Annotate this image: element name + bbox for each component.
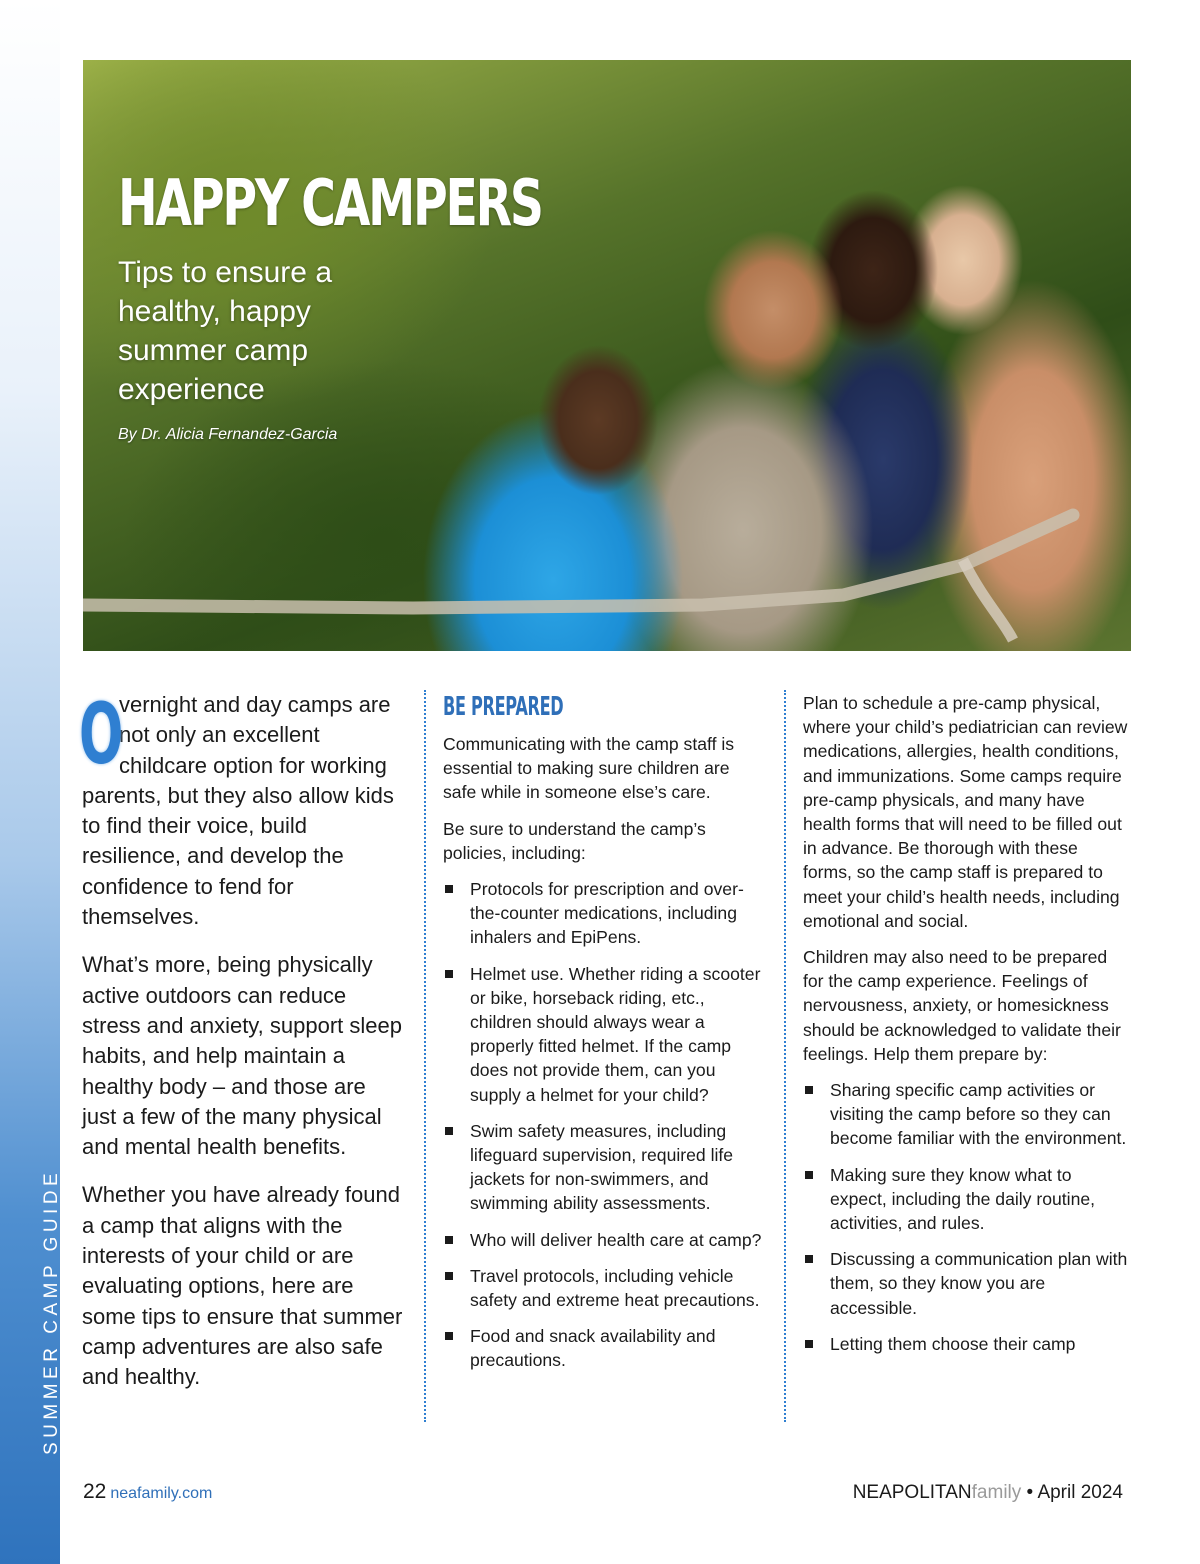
list-item: Protocols for prescription and over-the-counter medications, including inhalers and EpiPens. <box>443 877 765 950</box>
column-physical <box>803 691 1128 1368</box>
paragraph-tips: Whether you have already found a camp that aligns with the interests of your child or are evaluating options, here are some tips to ensure that summer camp adventures are also safe and healthy. <box>82 1182 403 1390</box>
list-item: Travel protocols, including vehicle safety and extreme heat precautions. <box>443 1264 765 1312</box>
bullet-icon <box>445 1127 453 1135</box>
brand-suffix: family <box>971 1482 1022 1503</box>
page-number: 22 <box>83 1480 107 1503</box>
article-subtitle: Tips to ensure a healthy, happy summer camp experience <box>118 256 332 406</box>
bullet-icon <box>805 1255 813 1263</box>
article-title: HAPPY CAMPERS <box>118 167 542 241</box>
section-heading: BE PREPARED <box>443 692 564 722</box>
list-item: Making sure they know what to expect, including the daily routine, activities, and rules. <box>803 1163 1128 1236</box>
paragraph: Plan to schedule a pre-camp physical, where your child’s pediatrician can review medications, allergies, health conditions, and immunizations. Some camps require pre-camp physicals, and many have health forms that will need to be filled out in advance. Be thorough with these forms, so the camp staff is prepared to meet your child’s health needs, including emotional and social. <box>803 693 1128 931</box>
intro-paragraph <box>79 685 404 932</box>
list-item: Sharing specific camp activities or visiting the camp before so they can become familiar with the environment. <box>803 1078 1128 1151</box>
bullet-icon <box>445 1236 453 1244</box>
list-item: Discussing a communication plan with them, so they know you are accessible. <box>803 1247 1128 1320</box>
page-footer-left <box>83 1480 212 1504</box>
policy-list <box>443 877 765 1373</box>
bullet-icon <box>805 1340 813 1348</box>
column-divider <box>784 690 786 1422</box>
paragraph-benefits: What’s more, being physically active outdoors can reduce stress and anxiety, support sleep habits, and help maintain a healthy body – and those are just a few of the many physical and mental health benefits. <box>82 952 402 1160</box>
bullet-icon <box>805 1086 813 1094</box>
bullet-icon <box>445 1272 453 1280</box>
issue-date: • April 2024 <box>1021 1482 1123 1503</box>
intro-paragraph-text: vernight and day camps are not only an excellent childcare option for working parents, but they also allow kids to find their voice, build resilience, and develop the confidence to fend for themselves. <box>82 692 394 930</box>
column-be-prepared <box>443 692 765 1385</box>
page-footer-right <box>853 1482 1123 1504</box>
list-item: Food and snack availability and precautions. <box>443 1324 765 1372</box>
paragraph: Be sure to understand the camp’s policies, including: <box>443 818 706 863</box>
list-item: Helmet use. Whether riding a scooter or bike, horseback riding, etc., children should always wear a properly fitted helmet. If the camp does not provide them, can you supply a helmet for your child? <box>443 962 765 1107</box>
drop-cap: O <box>79 685 124 783</box>
brand-name: NEAPOLITAN <box>852 1482 972 1503</box>
column-divider <box>424 690 426 1422</box>
article-byline: By Dr. Alicia Fernandez-Garcia <box>118 426 338 443</box>
list-item: Letting them choose their camp <box>803 1332 1128 1356</box>
section-label: SUMMER CAMP GUIDE <box>41 1168 62 1455</box>
list-item: Who will deliver health care at camp? <box>443 1228 765 1252</box>
paragraph: Children may also need to be prepared for the camp experience. Feelings of nervousness, anxiety, or homesickness should be acknowledged to validate their feelings. Help them prepare by: <box>803 947 1121 1064</box>
bullet-icon <box>805 1171 813 1179</box>
bullet-icon <box>445 970 453 978</box>
hero-image <box>83 60 1131 651</box>
column-intro <box>79 685 404 1411</box>
list-item: Swim safety measures, including lifeguard supervision, required life jackets for non-swimmers, and swimming ability assessments. <box>443 1119 765 1216</box>
website-link[interactable]: neafamily.com <box>110 1485 213 1502</box>
bullet-icon <box>445 1332 453 1340</box>
bullet-icon <box>445 885 453 893</box>
prepare-list <box>803 1078 1128 1356</box>
paragraph: Communicating with the camp staff is essential to making sure children are safe while in someone else’s care. <box>443 734 735 803</box>
